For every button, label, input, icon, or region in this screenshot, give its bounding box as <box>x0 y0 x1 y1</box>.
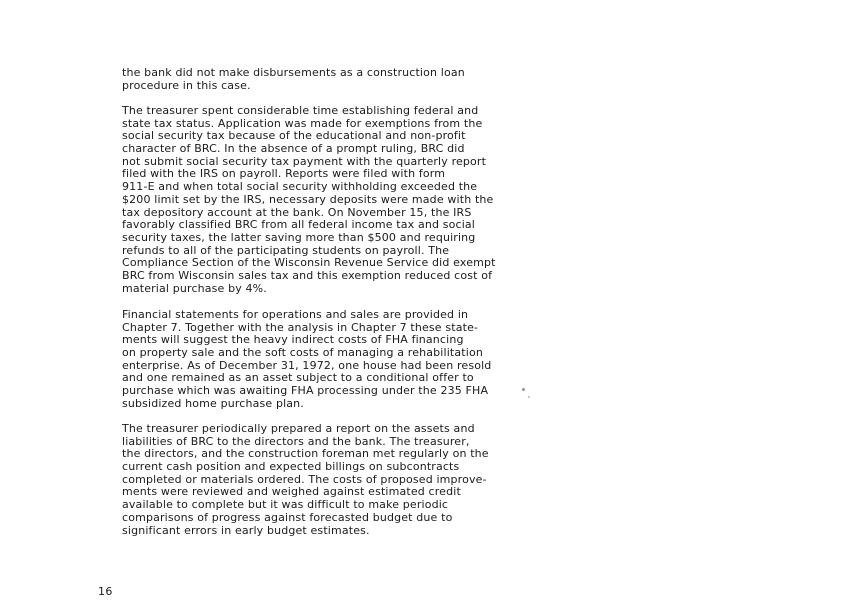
text-line: favorably classified BRC from all federal income tax and social <box>122 218 476 232</box>
text-line: state tax status. Application was made for exemptions from the <box>122 116 483 130</box>
text-line: liabilities of BRC to the directors and the bank. The treasurer, <box>122 434 470 448</box>
text-line: the directors, and the construction foreman met regularly on the <box>122 447 489 461</box>
text-line: not submit social security tax payment with the quarterly report <box>122 154 487 168</box>
text-line: BRC from Wisconsin sales tax and this exemption reduced cost of <box>122 268 493 282</box>
text-line: enterprise. As of December 31, 1972, one house had been resold <box>122 358 492 372</box>
text-line: on property sale and the soft costs of managing a rehabilitation <box>122 346 483 360</box>
text-line: The treasurer spent considerable time establishing federal and <box>122 104 479 117</box>
text-line: ments were reviewed and weighed against estimated credit <box>122 485 461 499</box>
text-line: Financial statements for operations and sales are provided in <box>122 308 469 321</box>
text-line: comparisons of progress against forecasted budget due to <box>122 510 453 524</box>
text-line: character of BRC. In the absence of a prompt ruling, BRC did <box>122 142 465 156</box>
text-line: $200 limit set by the IRS, necessary deposits were made with the <box>122 192 494 206</box>
paragraph-tax-status <box>122 105 496 295</box>
text-line: subsidized home purchase plan. <box>122 396 304 410</box>
paragraph-construction-loan <box>122 67 465 92</box>
text-line: current cash position and expected billings on subcontracts <box>122 460 460 474</box>
text-line: The treasurer periodically prepared a report on the assets and <box>122 422 475 435</box>
stray-ink-mark <box>528 396 530 398</box>
text-line: and one remained as an asset subject to a conditional offer to <box>122 371 474 385</box>
text-line: ments will suggest the heavy indirect costs of FHA financing <box>122 333 464 347</box>
text-line: Chapter 7. Together with the analysis in Chapter 7 these state- <box>122 320 479 334</box>
text-line: purchase which was awaiting FHA processing under the 235 FHA <box>122 384 489 398</box>
text-line: filed with the IRS on payroll. Reports were filed with form <box>122 167 446 181</box>
text-line: procedure in this case. <box>122 78 251 92</box>
text-line: significant errors in early budget estimates. <box>122 523 370 537</box>
text-line: material purchase by 4%. <box>122 281 267 295</box>
text-line: Compliance Section of the Wisconsin Revenue Service did exempt <box>122 256 496 270</box>
stray-ink-mark <box>521 387 525 391</box>
text-line: security taxes, the latter saving more than $500 and requiring <box>122 230 476 244</box>
text-line: refunds to all of the participating students on payroll. The <box>122 243 450 257</box>
page-number: 16 <box>98 585 113 598</box>
text-line: available to complete but it was difficult to make periodic <box>122 498 449 512</box>
paragraph-treasurer-reports <box>122 423 489 537</box>
text-line: social security tax because of the educational and non-profit <box>122 129 466 143</box>
text-line: 911-E and when total social security withholding exceeded the <box>122 180 478 194</box>
text-line: tax depository account at the bank. On November 15, the IRS <box>122 205 472 219</box>
text-line: the bank did not make disbursements as a construction loan <box>122 66 465 79</box>
paragraph-financial-statements <box>122 309 491 411</box>
text-line: completed or materials ordered. The costs of proposed improve- <box>122 472 487 486</box>
